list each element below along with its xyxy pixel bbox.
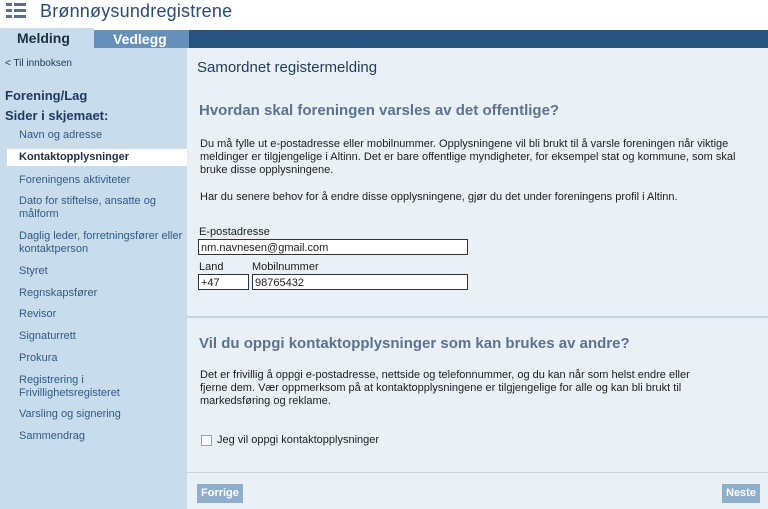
section1-paragraph-1: Du må fylle ut e-postadresse eller mobilnummer. Opplysningene vil bli brukt til å varsle foreningen når viktige meldinger er tilgjengelige i Altinn. Det er bare offentlige myndigheter, for eksempel stat og kommune, som skal bruke disse opplysningene. xyxy=(200,138,736,176)
email-label: E-postadresse xyxy=(199,226,270,238)
sidebar-item-signaturrett[interactable]: Signaturrett xyxy=(19,330,76,342)
sidebar-item-daglig-leder[interactable]: Daglig leder, forretningsfører eller kontaktperson xyxy=(19,230,183,255)
email-field[interactable] xyxy=(198,239,468,255)
tab-vedlegg[interactable]: Vedlegg xyxy=(94,30,189,48)
page-title: Samordnet registermelding xyxy=(197,59,378,76)
sidebar-item-sammendrag[interactable]: Sammendrag xyxy=(19,430,86,442)
contact-checkbox-row[interactable] xyxy=(201,434,379,446)
tab-bar xyxy=(0,28,768,48)
mobile-label: Mobilnummer xyxy=(252,261,319,273)
sidebar-item-varsling-og-signering[interactable]: Varsling og signering xyxy=(19,408,121,420)
sidebar xyxy=(0,48,187,509)
sidebar-item-foreningens-aktiviteter[interactable]: Foreningens aktiviteter xyxy=(19,174,131,186)
header-strip xyxy=(189,30,768,48)
contact-checkbox[interactable] xyxy=(201,435,212,446)
sidebar-item-kontaktopplysninger[interactable]: Kontaktopplysninger xyxy=(7,149,187,166)
section2-paragraph: Det er frivillig å oppgi e-postadresse, nettside og telefonnummer, og du kan når som helst endre eller fjerne dem. Vær oppmerksom på at kontaktopplysningene er tilgjengelige for alle og kan bli brukt til markedsføring og reklame. xyxy=(200,369,690,407)
sidebar-item-revisor[interactable]: Revisor xyxy=(19,308,57,320)
brand-name: Brønnøysundregistrene xyxy=(40,1,233,21)
section-heading-varsling: Hvordan skal foreningen varsles av det offentlige? xyxy=(199,102,560,119)
next-button[interactable]: Neste xyxy=(722,484,760,503)
section-heading-kontakt: Vil du oppgi kontaktopplysninger som kan brukes av andre? xyxy=(199,335,630,352)
sidebar-item-styret[interactable]: Styret xyxy=(19,265,48,277)
sidebar-item-dato-for-stiftelse[interactable]: Dato for stiftelse, ansatte og målform xyxy=(19,195,156,220)
main-content xyxy=(187,48,768,509)
sidebar-item-prokura[interactable]: Prokura xyxy=(19,352,58,364)
tab-melding[interactable]: Melding xyxy=(0,28,94,48)
previous-button[interactable]: Forrige xyxy=(197,484,243,503)
sidebar-section-title: Forening/Lag xyxy=(5,88,88,103)
mobile-field[interactable] xyxy=(252,274,468,290)
brreg-logo-icon xyxy=(6,3,28,23)
contact-checkbox-label[interactable]: Jeg vil oppgi kontaktopplysninger xyxy=(217,434,380,446)
sidebar-item-frivillighetsregisteret[interactable]: Registrering i Frivillighetsregisteret xyxy=(19,374,120,399)
footer-divider xyxy=(187,472,768,473)
country-label: Land xyxy=(199,261,224,273)
section-divider xyxy=(187,316,768,318)
sidebar-subsection-title: Sider i skjemaet: xyxy=(5,108,109,123)
section1-paragraph-2: Har du senere behov for å endre disse opplysningene, gjør du det under foreningens profil i Altinn. xyxy=(200,191,678,203)
country-code-field[interactable] xyxy=(198,274,249,290)
sidebar-item-navn-og-adresse[interactable]: Navn og adresse xyxy=(19,129,103,141)
app-header xyxy=(0,0,768,28)
back-to-inbox-link[interactable]: < Til innboksen xyxy=(5,58,72,69)
sidebar-item-regnskapsforer[interactable]: Regnskapsfører xyxy=(19,287,98,299)
